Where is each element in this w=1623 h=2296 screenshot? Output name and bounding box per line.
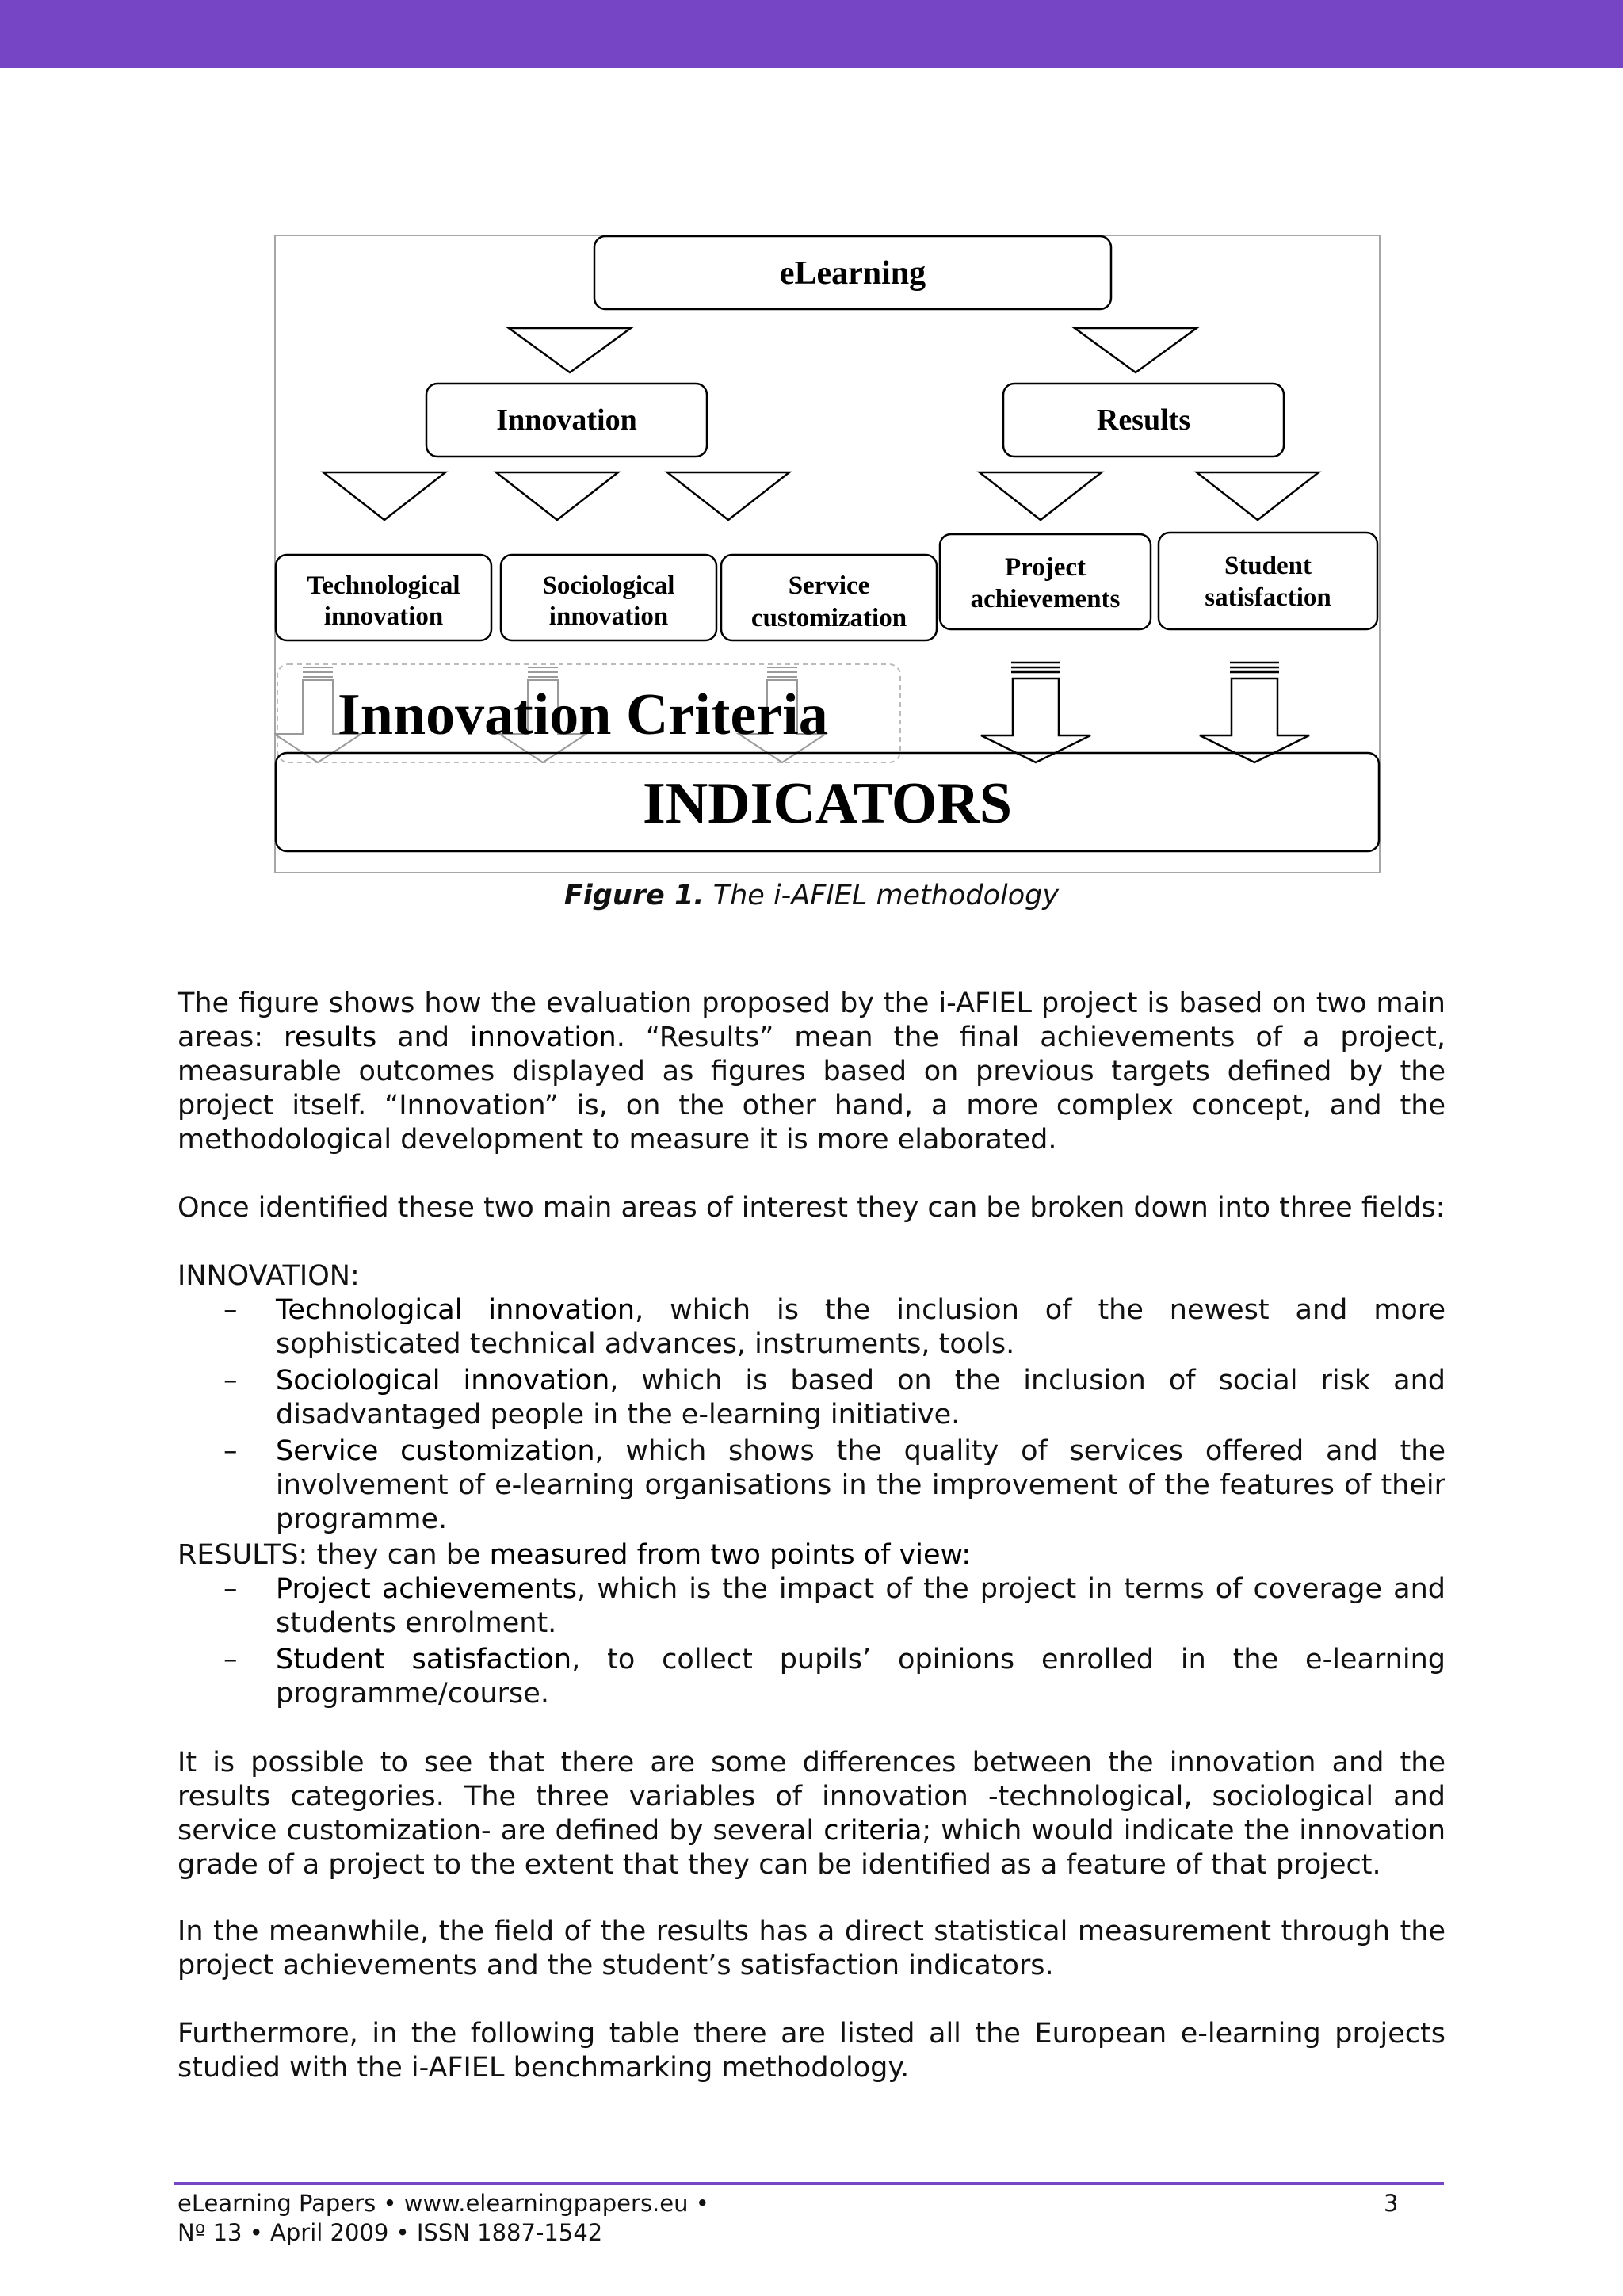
list-item-text: , which is the impact of the project in terms of coverage and students enrolment. — [276, 1573, 1445, 1639]
term-project-achievements: Project achievements — [276, 1573, 577, 1605]
results-heading-text: RESULTS: they can be — [178, 1539, 490, 1571]
elearning-node-label: eLearning — [779, 255, 926, 292]
term-sociological-innovation: Sociological innovation — [276, 1365, 610, 1396]
leaf-label-line2: customization — [750, 604, 907, 632]
figure-caption-text: The i-AFIEL methodology — [704, 880, 1060, 911]
leaf-label-line1: Sociological — [542, 571, 675, 600]
figure-caption-label: Figure 1. — [563, 880, 705, 911]
arrow-down-icon — [1197, 472, 1319, 520]
paragraph-meanwhile: In the meanwhile, the field of the results has a direct statistical measurement through the project achievements and the student’s satisfaction indicators. — [178, 1916, 1445, 1981]
list-item — [178, 1293, 1445, 1362]
paragraph-text: . “Results” mean the final achievements of a project, measurable outcomes displayed as figures based on previous targets defined by the project itself. “Innovation” is, on the other hand, a more complex concept, and the methodological development to measure it is more elaborated. — [178, 1022, 1445, 1156]
list-dash: – — [223, 1294, 238, 1326]
footer-line-1: eLearning Papers • www.elearningpapers.eu • — [178, 2190, 709, 2217]
leaf-label-line1: Student — [1224, 552, 1312, 580]
page-number: 3 — [1384, 2190, 1399, 2217]
term-innovation: innovation — [470, 1022, 617, 1053]
term-results: results — [284, 1022, 377, 1053]
leaf-label-line1: Service — [788, 571, 870, 600]
leaf-label-line2: satisfaction — [1205, 583, 1331, 612]
list-item — [178, 1643, 1445, 1711]
paragraph-text: The figure shows how the evaluation proposed by the i-AFIEL project is based on two main areas: — [178, 988, 1445, 1053]
list-item-text: , which is based on the inclusion of social risk and disadvantaged people in the e-learning initiative. — [276, 1365, 1445, 1431]
arrow-down-icon — [323, 472, 445, 520]
arrow-down-icon — [667, 472, 789, 520]
term-service-customization: Service customization — [276, 1435, 595, 1467]
leaf-label-line1: Technological — [307, 571, 460, 600]
arrow-down-icon — [1075, 328, 1197, 372]
list-item — [178, 1572, 1445, 1641]
results-node-label: Results — [1096, 403, 1191, 437]
innovation-criteria-label: Innovation Criteria — [338, 682, 828, 747]
figure-caption — [0, 880, 1623, 911]
list-item — [178, 1364, 1445, 1432]
list-dash: – — [223, 1573, 238, 1605]
paragraph-furthermore: Furthermore, in the following table there are listed all the European e-learning projects studied with the i-AFIEL benchmarking methodology. — [178, 2018, 1445, 2084]
list-item-text: , which shows the quality of services offered and the involvement of e-learning organisations in the improvement of the features of their programme. — [276, 1435, 1445, 1535]
paragraph-text: ; which would indicate the innovation grade of a project to the extent that they can be identified as a feature of that project. — [178, 1815, 1446, 1881]
paragraph-fields: Once identified these two main areas of interest they can be broken down into three fields: — [178, 1192, 1445, 1224]
arrow-down-icon — [496, 472, 618, 520]
hollow-arrow-down-icon — [981, 663, 1090, 762]
list-item — [178, 1435, 1445, 1537]
term-technological-innovation: Technological innovation — [276, 1294, 636, 1326]
arrow-down-icon — [509, 328, 631, 372]
leaf-label-line2: innovation — [323, 602, 444, 631]
top-accent-bar — [0, 0, 1623, 68]
leaf-student-satisfaction — [1159, 533, 1377, 629]
methodology-diagram — [274, 235, 1381, 873]
innovation-node-label: Innovation — [496, 403, 637, 437]
results-heading-emphasis: measured from two points of view: — [489, 1539, 972, 1571]
paragraph-text: and — [376, 1022, 471, 1053]
leaf-label-line2: innovation — [548, 602, 669, 631]
footer-divider — [174, 2182, 1444, 2185]
leaf-label-line1: Project — [1005, 553, 1086, 582]
list-dash: – — [223, 1435, 238, 1467]
arrow-down-icon — [980, 472, 1102, 520]
leaf-label-line2: achievements — [970, 585, 1121, 613]
results-heading — [178, 1538, 1445, 1572]
innovation-heading: INNOVATION: — [178, 1260, 360, 1292]
list-item-text: , to collect pupils’ opinions enrolled in the e-learning programme/course. — [276, 1644, 1445, 1710]
paragraph-text: It is possible to see that there are some differences between the innovation and the results categories. The three variables of innovation -technological, sociological and service customization- are defined by several — [178, 1747, 1445, 1847]
list-item-text: , which is the inclusion of the newest and more sophisticated technical advances, instruments, tools. — [276, 1294, 1445, 1360]
term-student-satisfaction: Student satisfaction — [276, 1644, 572, 1675]
hollow-arrow-down-icon — [1200, 663, 1309, 762]
list-dash: – — [223, 1644, 238, 1675]
leaf-project-achievements — [940, 534, 1151, 629]
paragraph-differences — [178, 1746, 1445, 1882]
list-dash: – — [223, 1365, 238, 1396]
indicators-label: INDICATORS — [642, 771, 1013, 836]
term-criteria: criteria — [823, 1815, 922, 1847]
paragraph-intro — [178, 987, 1445, 1157]
footer-line-2: Nº 13 • April 2009 • ISSN 1887-1542 — [178, 2219, 603, 2246]
